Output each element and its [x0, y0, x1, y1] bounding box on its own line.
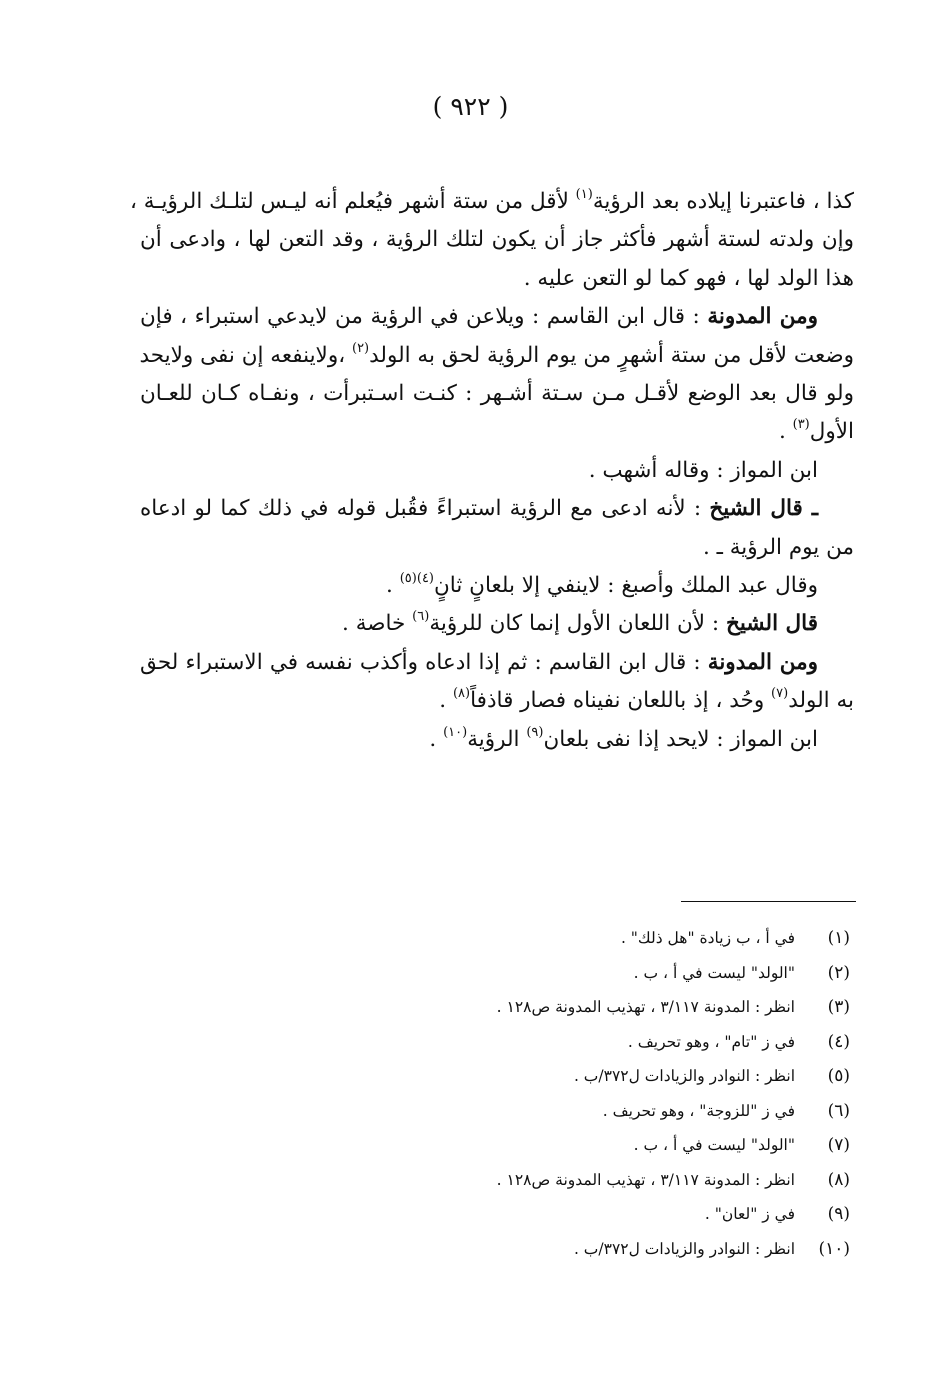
source-label: ومن المدونة	[707, 304, 818, 330]
footnote-text: انظر : النوادر والزيادات ل٣٧٢/ب .	[573, 1239, 795, 1258]
footnote-text: انظر : المدونة ٣/١١٧ ، تهذيب المدونة ص١٢٨ .	[496, 1170, 795, 1189]
text-line	[140, 337, 854, 375]
footnote	[420, 1094, 850, 1129]
text-segment: : لأن اللعان الأول إنما كان للرؤية	[429, 611, 726, 637]
text-segment: الرؤية	[467, 726, 527, 752]
text-segment: .	[386, 573, 400, 599]
text-segment: : قال ابن القاسم : ثم إذا ادعاه وأكذب نفسه في الاستبراء لحق	[140, 649, 708, 675]
text-segment: .	[439, 688, 453, 714]
text-segment: كذا ، فاعتبرنا إيلاده بعد الرؤية	[592, 189, 854, 214]
text-line	[140, 413, 854, 451]
text-line: من يوم الرؤية ـ .	[702, 534, 854, 560]
footnotes	[420, 921, 850, 1266]
shaykh-label: قال الشيخ	[725, 611, 818, 637]
footnote-ref[interactable]: (٩)	[526, 724, 544, 740]
footnote	[420, 1197, 850, 1232]
source-label: ومن المدونة	[707, 649, 818, 675]
footnote	[420, 956, 850, 991]
main-text	[129, 183, 854, 759]
footnote-ref[interactable]: (١٠)	[443, 724, 468, 740]
footnote-ref[interactable]: (٨)	[452, 686, 471, 702]
paragraph-start	[140, 605, 854, 643]
footnote-text: "الولد" ليست في أ ، ب .	[633, 1136, 795, 1155]
footnote-separator	[681, 901, 856, 902]
footnote	[420, 1163, 850, 1198]
text-line: ابن المواز : وقاله أشهب .	[588, 457, 818, 483]
footnote-text: في ز "تام" ، وهو تحريف .	[627, 1032, 795, 1051]
footnote-ref[interactable]: (٤)	[416, 571, 434, 587]
footnote-text: انظر : النوادر والزيادات ل٣٧٢/ب .	[573, 1067, 795, 1086]
text-line	[140, 682, 854, 720]
footnote-number: (٤)	[827, 1031, 850, 1052]
footnote	[420, 990, 850, 1025]
page-number: ( ٩٢٢ )	[432, 92, 509, 121]
footnote-ref[interactable]: (٣)	[792, 417, 810, 433]
shaykh-label: ـ قال الشيخ	[709, 496, 818, 522]
footnote-text: "الولد" ليست في أ ، ب .	[633, 963, 795, 982]
text-line: وإن ولدته لستة أشهر فأكثر جاز أن يكون لتلك الرؤية ، وقد التعن لها ، وادعى أن	[140, 227, 854, 253]
footnote-number: (٦)	[827, 1100, 850, 1121]
text-line: هذا الولد لها ، فهو كما لو التعن عليه .	[523, 265, 854, 291]
text-segment: ،ولاينفعه إن نفى ولايحد	[139, 342, 352, 368]
text-segment: : لأنه ادعى مع الرؤية استبراءً فقُبل قوله في ذلك كما لو ادعاه	[140, 496, 710, 522]
footnote-number: (٥)	[827, 1066, 850, 1087]
footnote	[420, 1232, 850, 1267]
text-segment: .	[778, 419, 793, 445]
footnote-number: (٩)	[827, 1204, 850, 1225]
text-segment: وضعت لأقل من ستة أشهرٍ من يوم الرؤية لحق به الولد	[369, 342, 854, 368]
text-segment: الأول	[809, 419, 854, 445]
text-segment: به الولد	[788, 688, 854, 714]
footnote-number: (٨)	[827, 1169, 850, 1190]
footnote	[420, 1128, 850, 1163]
text-line	[140, 567, 854, 605]
text-segment: .	[429, 726, 444, 752]
text-line	[140, 721, 854, 759]
footnote-ref[interactable]: (١)	[575, 187, 593, 202]
footnote-number: (٧)	[827, 1135, 850, 1156]
paragraph-start	[140, 644, 854, 682]
footnote-ref[interactable]: (٥)	[399, 571, 417, 587]
footnote-number: (٣)	[827, 997, 850, 1018]
text-segment: وقال عبد الملك وأصبغ : لاينفي إلا بلعانٍ ثانٍ	[434, 573, 818, 599]
footnote	[420, 1059, 850, 1094]
footnote-text: في ز "لعان" .	[704, 1205, 795, 1224]
footnote	[420, 921, 850, 956]
paragraph-start	[140, 298, 854, 336]
text-line: ولو قال بعد الوضع لأقـل مـن سـتة أشـهر : كنـت اسـتبرأت ، ونفـاه كـان للعـان	[140, 381, 854, 407]
text-segment: خاصة .	[342, 611, 413, 637]
footnote-number: (١٠)	[818, 1238, 850, 1259]
footnote-number: (١)	[827, 928, 850, 949]
footnote	[420, 1025, 850, 1060]
footnote-ref[interactable]: (٧)	[771, 686, 789, 702]
paragraph-start	[140, 490, 854, 528]
text-segment: وحُد ، إذ باللعان نفيناه فصار قاذفاً	[470, 688, 772, 714]
footnote-text: في ز "للزوجة" ، وهو تحريف .	[602, 1101, 795, 1120]
text-segment: ابن المواز : لايحد إذا نفى بلعان	[543, 726, 818, 752]
text-line	[129, 183, 854, 221]
footnote-ref[interactable]: (٢)	[351, 340, 370, 356]
footnote-text: انظر : المدونة ٣/١١٧ ، تهذيب المدونة ص١٢٨ .	[496, 998, 795, 1017]
footnote-text: في أ ، ب زيادة "هل ذلك" .	[620, 929, 795, 948]
footnote-ref[interactable]: (٦)	[412, 609, 430, 625]
footnote-number: (٢)	[827, 962, 850, 983]
text-segment: لأقل من ستة أشهر فيُعلم أنه ليـس لتلـك الرؤيـة ،	[129, 189, 576, 214]
text-segment: : قال ابن القاسم : ويلاعن في الرؤية من لايدعي استبراء ، فإن	[140, 304, 708, 330]
